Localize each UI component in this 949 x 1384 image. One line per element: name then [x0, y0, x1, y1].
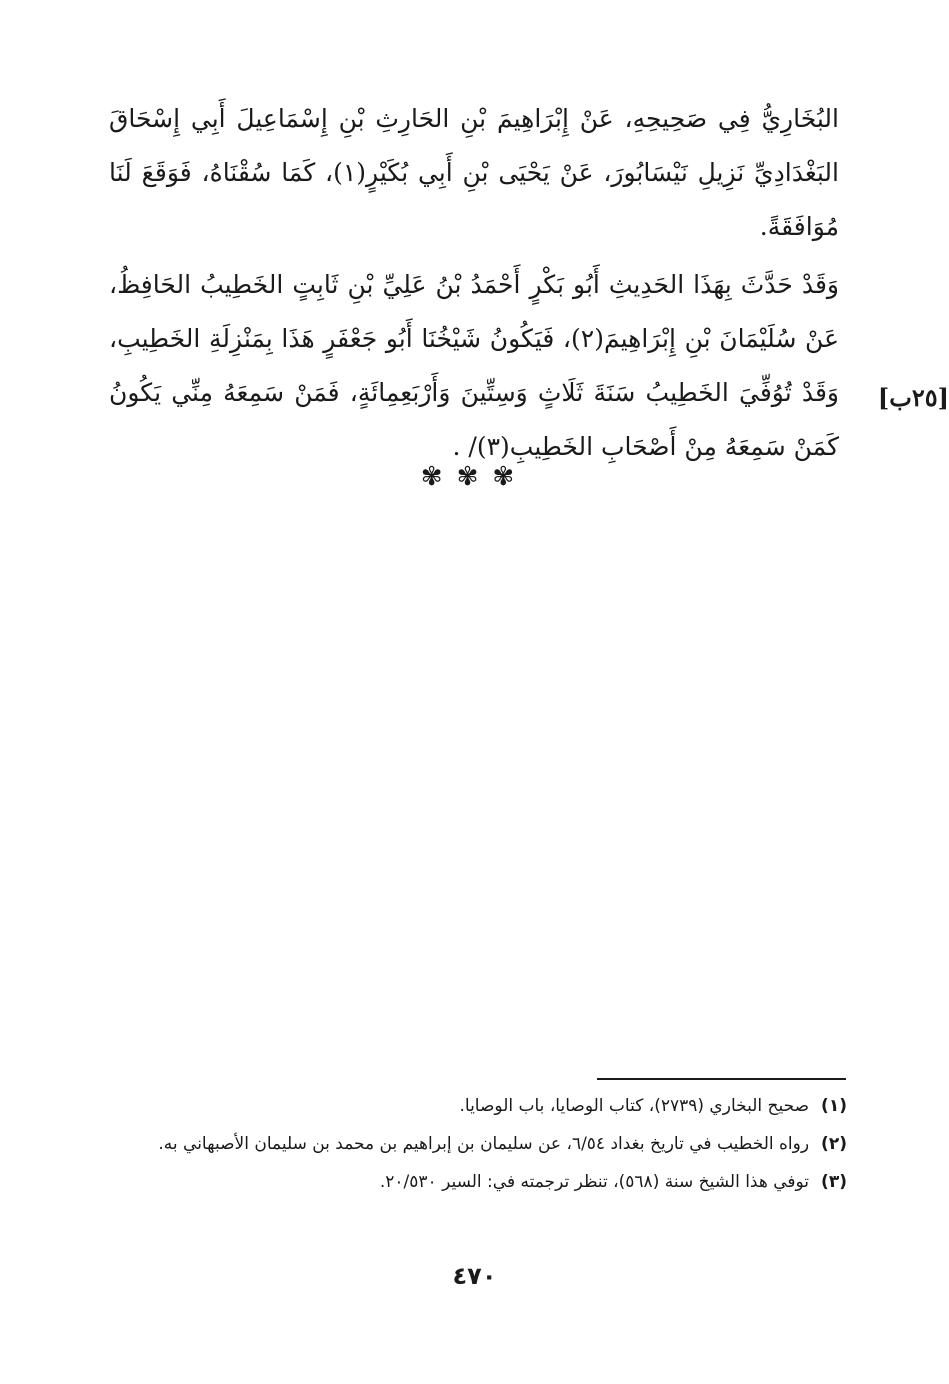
- footnote-separator-line: [597, 1078, 846, 1080]
- footnote-3: [99, 1166, 847, 1198]
- paragraph-1: البُخَارِيُّ فِي صَحِيحِهِ، عَنْ إِبْرَاهِيمَ بْنِ الحَارِثِ بْنِ إِسْمَاعِيلَ أَبِي إِسْحَاقَ البَغْدَادِيِّ نَزِيلِ نَيْسَابُورَ، عَنْ يَحْيَى بْنِ أَبِي بُكَيْرٍ(١)، كَمَا سُقْنَاهُ، فَوَقَعَ لَنَا مُوَافَقَةً.: [109, 104, 839, 241]
- flower-ornament-icon: ✾: [420, 462, 457, 492]
- main-text-block-2: [109, 258, 839, 474]
- main-text-block-1: [109, 92, 839, 254]
- footnote-text: رواه الخطيب في تاريخ بغداد ٦/٥٤، عن سليمان بن إبراهيم بن محمد بن سليمان الأصبهاني به.: [158, 1134, 810, 1154]
- footnote-number: (٢): [821, 1134, 847, 1154]
- flower-ornament-icon: ✾: [456, 462, 493, 492]
- paragraph-2: وَقَدْ حَدَّثَ بِهَذَا الحَدِيثِ أَبُو بَكْرٍ أَحْمَدُ بْنُ عَلِيِّ بْنِ ثَابِتٍ الخَطِيبُ الحَافِظُ، عَنْ سُلَيْمَانَ بْنِ إِبْرَاهِيمَ(٢)، فَيَكُونُ شَيْخُنَا أَبُو جَعْفَرٍ هَذَا بِمَنْزِلَةِ الخَطِيبِ، وَقَدْ تُوُفِّيَ الخَطِيبُ سَنَةَ ثَلَاثٍ وَسِتِّينَ وَأَرْبَعِمِائَةٍ، فَمَنْ سَمِعَهُ مِنِّي يَكُونُ كَمَنْ سَمِعَهُ مِنْ أَصْحَابِ الخَطِيبِ(٣)/ .: [109, 270, 839, 461]
- footnote-text: توفي هذا الشيخ سنة (٥٦٨)، تنظر ترجمته في: السير ٢٠/٥٣٠.: [379, 1172, 810, 1192]
- footnote-1: [99, 1090, 847, 1122]
- footnote-2: [99, 1128, 847, 1160]
- manuscript-folio-marker: [٢٥ب]: [877, 383, 949, 412]
- footnote-number: (٣): [821, 1172, 847, 1192]
- section-divider-ornaments: [0, 462, 949, 492]
- footnote-text: صحيح البخاري (٢٧٣٩)، كتاب الوصايا، باب الوصايا.: [459, 1096, 810, 1116]
- footnotes: [99, 1090, 847, 1204]
- flower-ornament-icon: ✾: [492, 462, 529, 492]
- page-number: ٤٧٠: [452, 1262, 497, 1290]
- footnote-number: (١): [821, 1096, 847, 1116]
